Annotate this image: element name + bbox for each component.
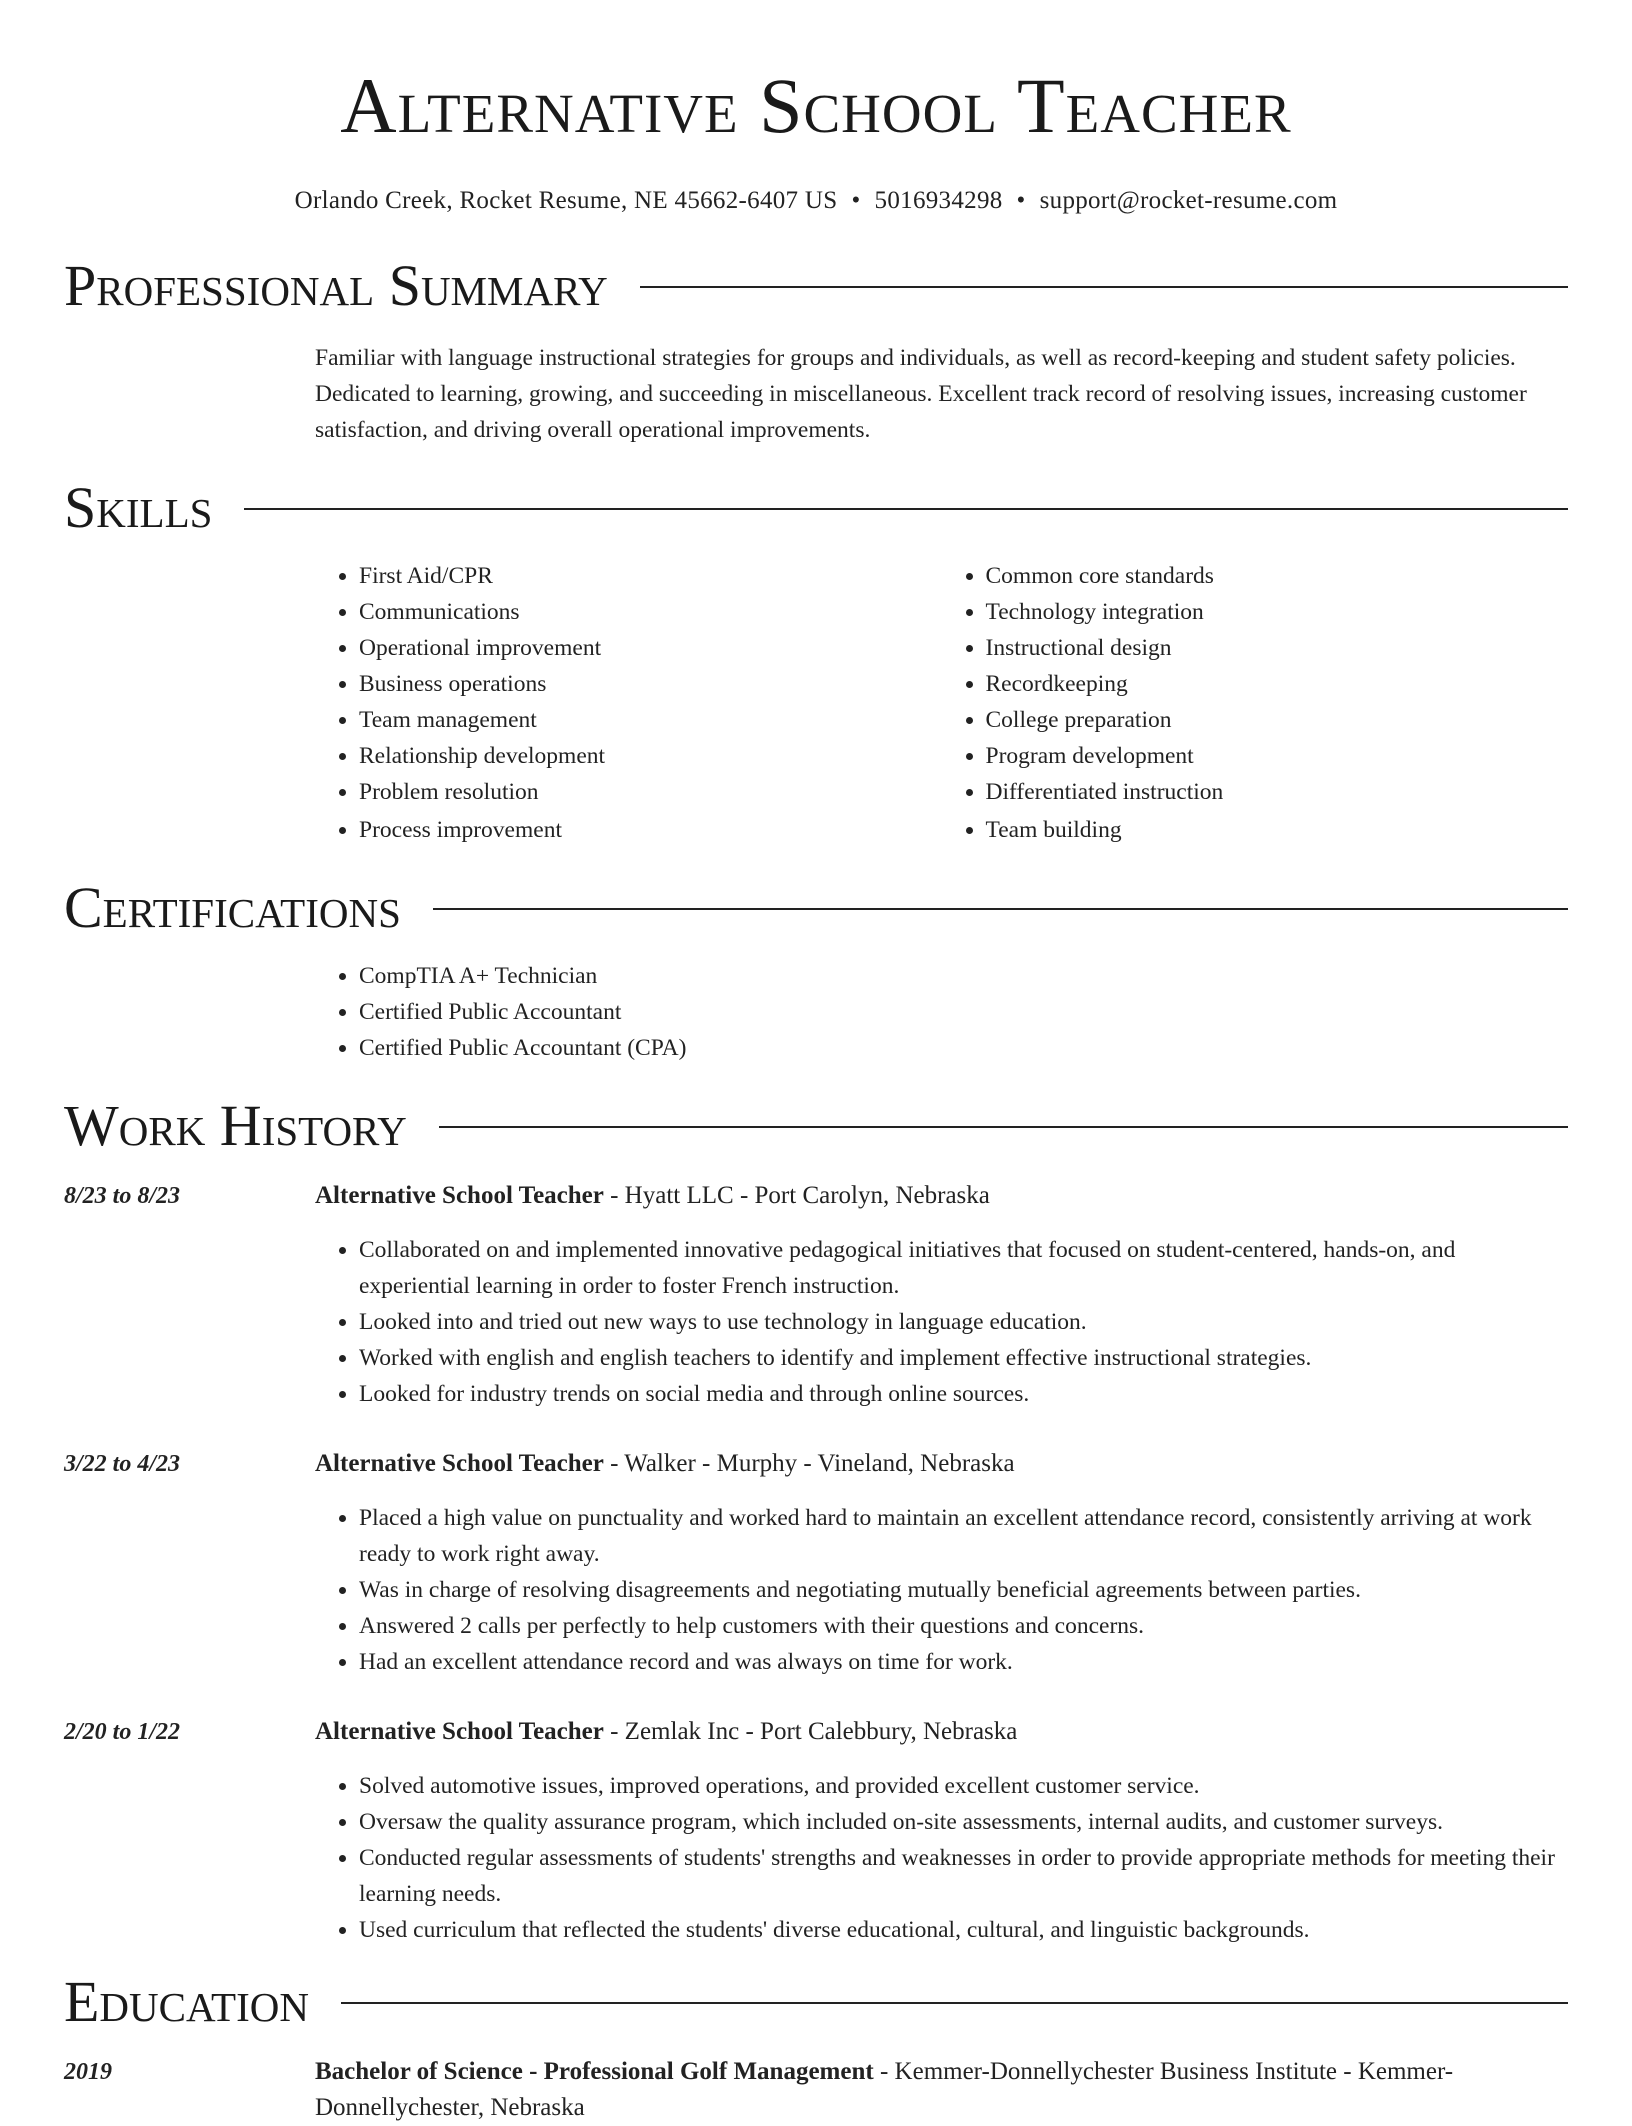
education-section-heading bbox=[64, 1970, 1568, 2034]
work-entry bbox=[64, 1714, 1568, 1948]
certification-item: • Certified Public Accountant (CPA) bbox=[359, 1030, 1568, 1066]
work-bullets bbox=[315, 1500, 1568, 1680]
degree: Bachelor of Science - Professional Golf Management bbox=[315, 2058, 874, 2085]
education-entry bbox=[64, 2054, 1568, 2126]
skills-heading: Skills bbox=[64, 475, 213, 540]
job-title: Alternative School Teacher bbox=[315, 1182, 604, 1209]
education-title-line bbox=[315, 2054, 1568, 2126]
skill-item: • Problem resolution bbox=[359, 774, 942, 810]
skills-section-heading bbox=[64, 476, 1568, 540]
education-heading: Education bbox=[64, 1969, 309, 2034]
certifications-list bbox=[315, 958, 1568, 1066]
job-employer: - Hyatt LLC - Port Carolyn, Nebraska bbox=[603, 1182, 990, 1209]
section-divider bbox=[640, 286, 1568, 288]
work-bullet: • Used curriculum that reflected the students' diverse educational, cultural, and linguistic backgrounds. bbox=[359, 1912, 1568, 1948]
skill-item: • Team building bbox=[986, 812, 1569, 848]
skill-item: • Recordkeeping bbox=[986, 666, 1569, 702]
contact-phone: 5016934298 bbox=[874, 187, 1003, 214]
work-date: 3/22 to 4/23 bbox=[64, 1451, 181, 1477]
skill-item: • Relationship development bbox=[359, 738, 942, 774]
school-details: - Kemmer-Donnellychester Business Institute - Kemmer-Donnellychester, Nebraska bbox=[315, 2058, 1454, 2121]
work-bullet: • Collaborated on and implemented innovative pedagogical initiatives that focused on student-centered, hands-on, and experiential learning in order to foster French instruction. bbox=[359, 1232, 1568, 1304]
work-history-heading: Work History bbox=[64, 1093, 407, 1158]
job-employer: - Walker - Murphy - Vineland, Nebraska bbox=[603, 1450, 1015, 1477]
work-bullets bbox=[315, 1232, 1568, 1412]
skill-item: • Common core standards bbox=[986, 558, 1569, 594]
work-bullet: • Had an excellent attendance record and was always on time for work. bbox=[359, 1644, 1568, 1680]
skills-column-left bbox=[315, 558, 942, 848]
work-date: 8/23 to 8/23 bbox=[64, 1183, 181, 1209]
skills-column-right bbox=[942, 558, 1569, 848]
work-bullet: • Solved automotive issues, improved operations, and provided excellent customer service. bbox=[359, 1768, 1568, 1804]
work-title-line bbox=[315, 1178, 1568, 1214]
job-title: Alternative School Teacher bbox=[315, 1450, 604, 1477]
section-divider bbox=[433, 908, 1568, 910]
work-bullet: • Was in charge of resolving disagreements and negotiating mutually beneficial agreements between parties. bbox=[359, 1572, 1568, 1608]
work-entry bbox=[64, 1446, 1568, 1680]
summary-heading: Professional Summary bbox=[64, 253, 608, 318]
summary-section-heading bbox=[64, 254, 1568, 318]
contact-email: support@rocket-resume.com bbox=[1039, 187, 1338, 214]
job-employer: - Zemlak Inc - Port Calebbury, Nebraska bbox=[603, 1718, 1018, 1745]
work-date: 2/20 to 1/22 bbox=[64, 1719, 181, 1745]
work-bullet: • Looked into and tried out new ways to use technology in language education. bbox=[359, 1304, 1568, 1340]
separator-dot: • bbox=[1016, 187, 1026, 214]
work-bullet: • Oversaw the quality assurance program, which included on-site assessments, internal audits, and customer surveys. bbox=[359, 1804, 1568, 1840]
certifications-section-heading bbox=[64, 876, 1568, 940]
skill-item: • Operational improvement bbox=[359, 630, 942, 666]
section-divider bbox=[341, 2002, 1568, 2004]
work-entry bbox=[64, 1178, 1568, 1412]
job-title: Alternative School Teacher bbox=[315, 1718, 604, 1745]
skills-list bbox=[315, 558, 1568, 848]
section-divider bbox=[244, 508, 1568, 510]
education-date: 2019 bbox=[64, 2059, 112, 2085]
contact-line bbox=[0, 186, 1632, 216]
certification-item: • Certified Public Accountant bbox=[359, 994, 1568, 1030]
work-history-section-heading bbox=[64, 1094, 1568, 1158]
skill-item: • Communications bbox=[359, 594, 942, 630]
skill-item: • First Aid/CPR bbox=[359, 558, 942, 594]
skill-item: • Differentiated instruction bbox=[986, 774, 1569, 810]
skill-item: • Instructional design bbox=[986, 630, 1569, 666]
work-title-line bbox=[315, 1446, 1568, 1482]
work-bullet: • Worked with english and english teachers to identify and implement effective instructional strategies. bbox=[359, 1340, 1568, 1376]
skill-item: • Program development bbox=[986, 738, 1569, 774]
work-bullet: • Answered 2 calls per perfectly to help customers with their questions and concerns. bbox=[359, 1608, 1568, 1644]
summary-text: Familiar with language instructional strategies for groups and individuals, as well as record-keeping and student safety policies. Dedicated to learning, growing, and succeeding in miscellaneous. Excellent track record of resolving issues, increasing customer satisfaction, and driving overall operational improvements. bbox=[315, 345, 1527, 443]
certifications-heading: Certifications bbox=[64, 875, 401, 940]
skill-item: • Technology integration bbox=[986, 594, 1569, 630]
skill-item: • College preparation bbox=[986, 702, 1569, 738]
certification-item: • CompTIA A+ Technician bbox=[359, 958, 1568, 994]
section-divider bbox=[439, 1126, 1568, 1128]
skill-item: • Business operations bbox=[359, 666, 942, 702]
work-bullet: • Looked for industry trends on social media and through online sources. bbox=[359, 1376, 1568, 1412]
skill-item: • Process improvement bbox=[359, 812, 942, 848]
work-title-line bbox=[315, 1714, 1568, 1750]
work-bullets bbox=[315, 1768, 1568, 1948]
work-bullet: • Placed a high value on punctuality and worked hard to maintain an excellent attendance record, consistently arriving at work ready to work right away. bbox=[359, 1500, 1568, 1572]
separator-dot: • bbox=[851, 187, 861, 214]
work-bullet: • Conducted regular assessments of students' strengths and weaknesses in order to provide appropriate methods for meeting their learning needs. bbox=[359, 1840, 1568, 1912]
contact-address: Orlando Creek, Rocket Resume, NE 45662-6407 US bbox=[294, 187, 838, 214]
skill-item: • Team management bbox=[359, 702, 942, 738]
resume-name: Alternative School Teacher bbox=[340, 62, 1292, 149]
